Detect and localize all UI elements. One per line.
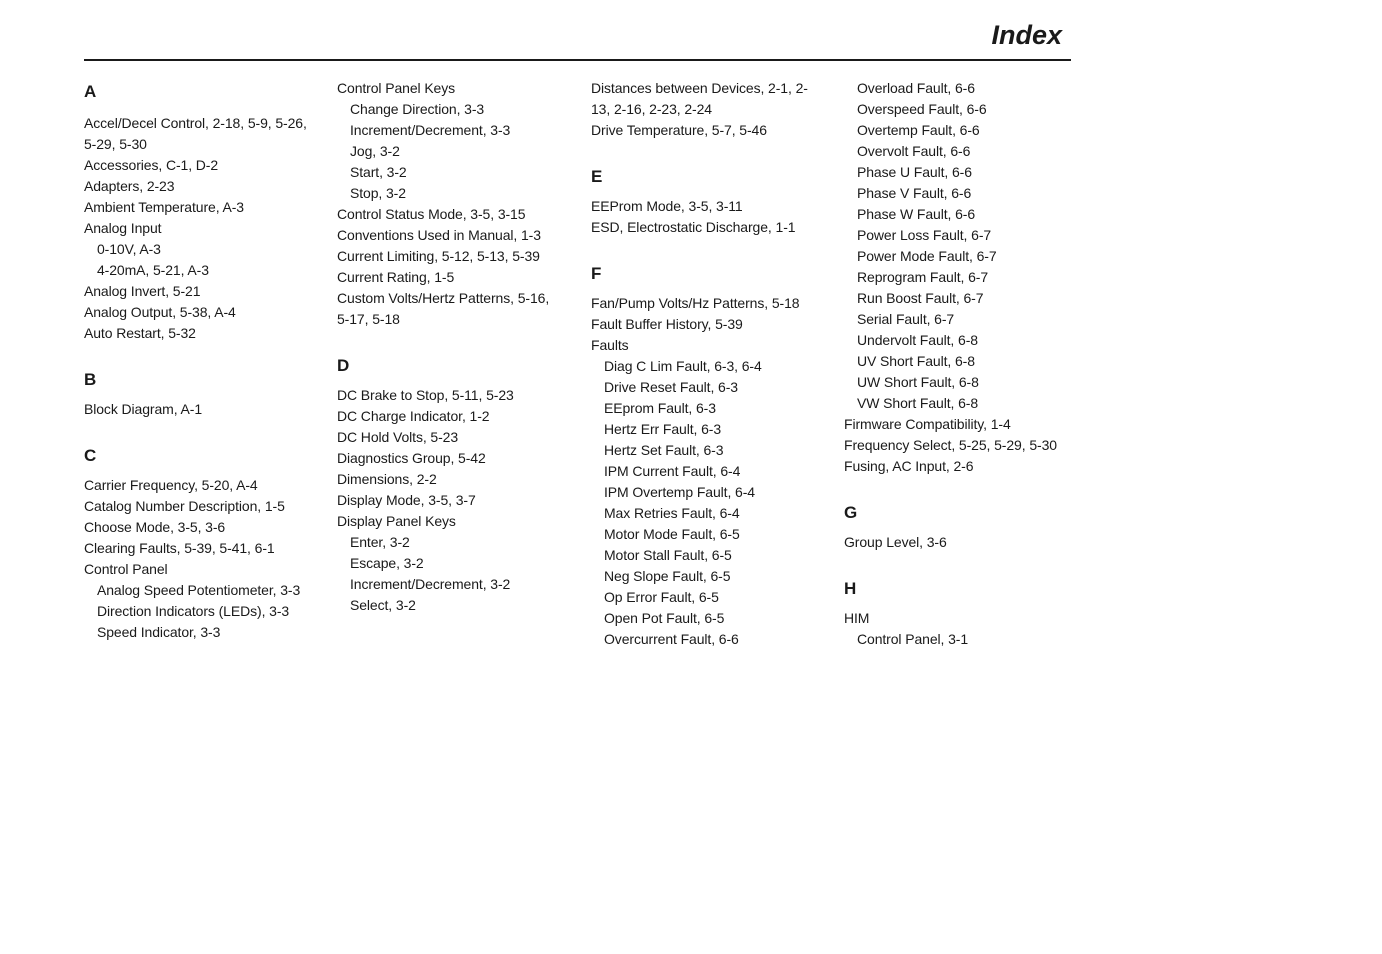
index-entry: Distances between Devices, 2-1, 2-13, 2-16, 2-23, 2-24 bbox=[591, 80, 808, 117]
index-entry: DC Charge Indicator, 1-2 bbox=[337, 408, 490, 424]
index-entry: EEProm Mode, 3-5, 3-11 bbox=[591, 198, 743, 214]
index-subentry: UW Short Fault, 6-8 bbox=[857, 374, 979, 390]
index-subentry: Serial Fault, 6-7 bbox=[857, 311, 955, 327]
index-entry: Accessories, C-1, D-2 bbox=[84, 157, 219, 173]
index-subentry: Op Error Fault, 6-5 bbox=[604, 589, 719, 605]
index-subentry: Run Boost Fault, 6-7 bbox=[857, 290, 984, 306]
index-subentry: Overload Fault, 6-6 bbox=[857, 80, 975, 96]
index-subentry: Control Panel, 3-1 bbox=[857, 631, 969, 647]
index-entry: Fan/Pump Volts/Hz Patterns, 5-18 bbox=[591, 295, 800, 311]
index-entry: Choose Mode, 3-5, 3-6 bbox=[84, 519, 226, 535]
index-columns bbox=[84, 78, 1084, 698]
index-entry: Drive Temperature, 5-7, 5-46 bbox=[591, 122, 767, 138]
index-entry: Control Status Mode, 3-5, 3-15 bbox=[337, 206, 526, 222]
index-subentry: Escape, 3-2 bbox=[350, 555, 424, 571]
index-entry: Group Level, 3-6 bbox=[844, 534, 947, 550]
index-letter-heading: B bbox=[84, 370, 97, 389]
index-entry: Adapters, 2-23 bbox=[84, 178, 175, 194]
index-entry: Analog Input bbox=[84, 220, 162, 236]
index-subentry: Jog, 3-2 bbox=[350, 143, 400, 159]
index-subentry: EEprom Fault, 6-3 bbox=[604, 400, 716, 416]
index-entry: HIM bbox=[844, 610, 870, 626]
index-entry: Control Panel Keys bbox=[337, 80, 456, 96]
index-subentry: Diag C Lim Fault, 6-3, 6-4 bbox=[604, 358, 762, 374]
index-subentry: Phase V Fault, 6-6 bbox=[857, 185, 972, 201]
index-subentry: 0-10V, A-3 bbox=[97, 241, 161, 257]
index-letter-heading: F bbox=[591, 264, 602, 283]
index-entry: DC Brake to Stop, 5-11, 5-23 bbox=[337, 387, 514, 403]
index-subentry: Change Direction, 3-3 bbox=[350, 101, 485, 117]
index-subentry: Open Pot Fault, 6-5 bbox=[604, 610, 725, 626]
index-subentry: Increment/Decrement, 3-3 bbox=[350, 122, 511, 138]
index-subentry: Increment/Decrement, 3-2 bbox=[350, 576, 511, 592]
index-column-1 bbox=[84, 78, 312, 643]
index-entry: DC Hold Volts, 5-23 bbox=[337, 429, 459, 445]
index-entry: ESD, Electrostatic Discharge, 1-1 bbox=[591, 219, 796, 235]
header-rule bbox=[84, 59, 1071, 61]
index-subentry: VW Short Fault, 6-8 bbox=[857, 395, 979, 411]
index-subentry: Phase U Fault, 6-6 bbox=[857, 164, 972, 180]
index-entry: Current Limiting, 5-12, 5-13, 5-39 bbox=[337, 248, 540, 264]
index-entry: Firmware Compatibility, 1-4 bbox=[844, 416, 1011, 432]
index-subentry: Power Mode Fault, 6-7 bbox=[857, 248, 997, 264]
index-subentry: Hertz Err Fault, 6-3 bbox=[604, 421, 722, 437]
index-letter-heading: H bbox=[844, 579, 857, 598]
index-entry: Auto Restart, 5-32 bbox=[84, 325, 196, 341]
index-column-2 bbox=[337, 78, 565, 616]
index-entry: Fault Buffer History, 5-39 bbox=[591, 316, 743, 332]
index-subentry: Direction Indicators (LEDs), 3-3 bbox=[97, 603, 290, 619]
index-entry: Carrier Frequency, 5-20, A-4 bbox=[84, 477, 258, 493]
index-entry: Current Rating, 1-5 bbox=[337, 269, 455, 285]
index-entry: Ambient Temperature, A-3 bbox=[84, 199, 244, 215]
index-subentry: Motor Mode Fault, 6-5 bbox=[604, 526, 740, 542]
index-subentry: Neg Slope Fault, 6-5 bbox=[604, 568, 731, 584]
index-entry: Display Panel Keys bbox=[337, 513, 456, 529]
index-entry: Analog Invert, 5-21 bbox=[84, 283, 201, 299]
index-entry: Block Diagram, A-1 bbox=[84, 401, 203, 417]
page-title: Index bbox=[991, 20, 1062, 50]
index-subentry: Overspeed Fault, 6-6 bbox=[857, 101, 987, 117]
index-entry: Display Mode, 3-5, 3-7 bbox=[337, 492, 476, 508]
index-letter-heading: D bbox=[337, 356, 350, 375]
index-subentry: Power Loss Fault, 6-7 bbox=[857, 227, 992, 243]
index-subentry: Undervolt Fault, 6-8 bbox=[857, 332, 978, 348]
index-subentry: 4-20mA, 5-21, A-3 bbox=[97, 262, 209, 278]
index-entry: Analog Output, 5-38, A-4 bbox=[84, 304, 236, 320]
index-entry: Fusing, AC Input, 2-6 bbox=[844, 458, 974, 474]
index-entry: Accel/Decel Control, 2-18, 5-9, 5-26, 5-29, 5-30 bbox=[84, 115, 307, 152]
index-letter-heading: E bbox=[591, 167, 603, 186]
index-subentry: Overcurrent Fault, 6-6 bbox=[604, 631, 739, 647]
index-subentry: Phase W Fault, 6-6 bbox=[857, 206, 976, 222]
index-subentry: Overtemp Fault, 6-6 bbox=[857, 122, 980, 138]
index-subentry: Reprogram Fault, 6-7 bbox=[857, 269, 989, 285]
index-subentry: Hertz Set Fault, 6-3 bbox=[604, 442, 724, 458]
index-entry: Clearing Faults, 5-39, 5-41, 6-1 bbox=[84, 540, 275, 556]
index-letter-heading: G bbox=[844, 503, 858, 522]
index-subentry: Max Retries Fault, 6-4 bbox=[604, 505, 740, 521]
index-subentry: UV Short Fault, 6-8 bbox=[857, 353, 975, 369]
index-subentry: Analog Speed Potentiometer, 3-3 bbox=[97, 582, 301, 598]
index-column-3 bbox=[591, 78, 819, 650]
index-entry: Custom Volts/Hertz Patterns, 5-16, 5-17, 5-18 bbox=[337, 290, 550, 327]
index-column-4 bbox=[844, 78, 1072, 650]
index-subentry: Motor Stall Fault, 6-5 bbox=[604, 547, 732, 563]
index-entry: Catalog Number Description, 1-5 bbox=[84, 498, 285, 514]
index-subentry: Drive Reset Fault, 6-3 bbox=[604, 379, 738, 395]
index-subentry: Overvolt Fault, 6-6 bbox=[857, 143, 971, 159]
index-entry: Faults bbox=[591, 337, 629, 353]
index-subentry: Start, 3-2 bbox=[350, 164, 407, 180]
index-entry: Diagnostics Group, 5-42 bbox=[337, 450, 486, 466]
index-subentry: IPM Overtemp Fault, 6-4 bbox=[604, 484, 755, 500]
index-entry: Conventions Used in Manual, 1-3 bbox=[337, 227, 541, 243]
index-entry: Control Panel bbox=[84, 561, 168, 577]
index-letter-heading: A bbox=[84, 82, 97, 101]
index-letter-heading: C bbox=[84, 446, 97, 465]
index-subentry: Stop, 3-2 bbox=[350, 185, 406, 201]
index-subentry: IPM Current Fault, 6-4 bbox=[604, 463, 741, 479]
index-subentry: Speed Indicator, 3-3 bbox=[97, 624, 221, 640]
index-entry: Dimensions, 2-2 bbox=[337, 471, 437, 487]
index-subentry: Select, 3-2 bbox=[350, 597, 416, 613]
index-entry: Frequency Select, 5-25, 5-29, 5-30 bbox=[844, 437, 1057, 453]
index-subentry: Enter, 3-2 bbox=[350, 534, 410, 550]
